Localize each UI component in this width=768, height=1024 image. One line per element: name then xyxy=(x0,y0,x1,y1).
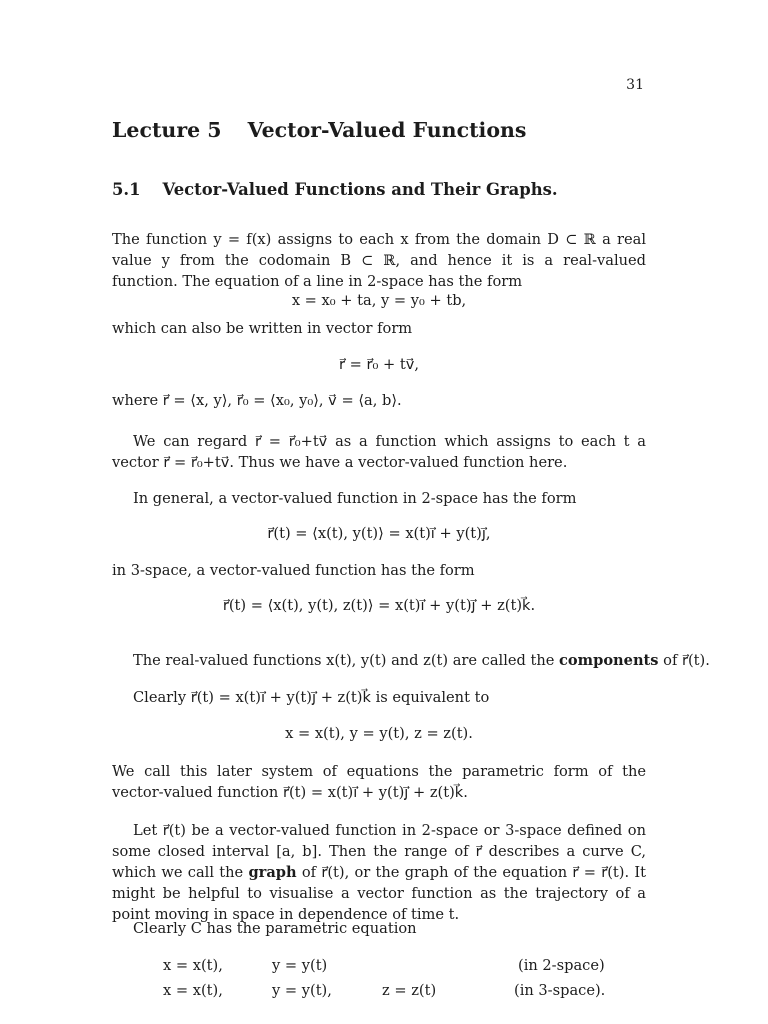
equation-line-parametric: x = x₀ + ta, y = y₀ + tb, xyxy=(291,292,467,309)
paragraph-vector-form-intro: which can also be written in vector form xyxy=(112,320,413,337)
section-number: 5.1 xyxy=(112,180,141,199)
paragraph-where: where r⃗ = ⟨x, y⟩, r⃗₀ = ⟨x₀, y₀⟩, v⃗ = ⟨a, b⟩. xyxy=(112,392,402,409)
section-heading xyxy=(112,180,558,199)
paragraph-equivalent: Clearly r⃗(t) = x(t)i⃗ + y(t)j⃗ + z(t)k⃗ is equivalent to xyxy=(133,689,490,706)
paragraph-3space-intro: in 3-space, a vector-valued function has the form xyxy=(112,562,475,579)
paragraph-general-2space: In general, a vector-valued function in 2-space has the form xyxy=(133,490,577,507)
chapter-heading xyxy=(112,118,526,142)
paragraph-graph-definition xyxy=(112,820,646,925)
table-row-1-x: x = x(t), xyxy=(163,957,223,974)
paragraph-parametric-equation-intro: Clearly C has the parametric equation xyxy=(133,920,417,937)
components-text-after: of r⃗(t). xyxy=(658,652,710,669)
components-term: components xyxy=(559,652,659,669)
paragraph-components xyxy=(133,652,710,669)
components-text-before: The real-valued functions x(t), y(t) and z(t) are called the xyxy=(133,652,560,669)
equation-3space-vector-function: r⃗(t) = ⟨x(t), y(t), z(t)⟩ = x(t)i⃗ + y(t)j⃗ + z(t)k⃗. xyxy=(222,597,536,614)
table-row-2-z: z = z(t) xyxy=(382,982,437,999)
chapter-title: Vector-Valued Functions xyxy=(247,118,527,142)
table-row-1-y: y = y(t) xyxy=(272,957,328,974)
page-number: 31 xyxy=(626,77,644,93)
table-row-2-y: y = y(t), xyxy=(272,982,332,999)
equation-parametric-components: x = x(t), y = y(t), z = z(t). xyxy=(285,725,473,742)
table-row-1-note: (in 2-space) xyxy=(518,957,605,974)
graph-text-after: of r⃗(t), or the graph of the equation r⃗ = r⃗(t). It might be helpful to visualise a vector function as the trajectory of a point moving in space in dependence of time t. xyxy=(112,864,646,923)
table-row-2-note: (in 3-space). xyxy=(514,982,606,999)
paragraph-real-valued-function: The function y = f(x) assigns to each x from the domain D ⊂ ℝ a real value y from the codomain B ⊂ ℝ, and hence it is a real-valued function. The equation of a line in 2-space has the form xyxy=(112,231,646,290)
section-title: Vector-Valued Functions and Their Graphs. xyxy=(162,180,558,199)
paragraph-regard-function: We can regard r⃗ = r⃗₀+tv⃗ as a function which assigns to each t a vector r⃗ = r⃗₀+tv⃗. Thus we have a vector-valued function here. xyxy=(112,433,646,471)
paragraph-parametric-form: We call this later system of equations the parametric form of the vector-valued function r⃗(t) = x(t)i⃗ + y(t)j⃗ + z(t)k⃗. xyxy=(112,763,646,801)
equation-line-vector: r⃗ = r⃗₀ + tv⃗, xyxy=(338,356,419,373)
equation-2space-vector-function: r⃗(t) = ⟨x(t), y(t)⟩ = x(t)i⃗ + y(t)j⃗, xyxy=(267,525,491,542)
graph-term: graph xyxy=(248,864,297,881)
chapter-number: Lecture 5 xyxy=(112,118,222,142)
table-row-2-x: x = x(t), xyxy=(163,982,223,999)
graph-text-before: Let r⃗(t) be a vector-valued function in 2-space or 3-space defined on some closed interval [a, b]. Then the range of r⃗ describes a curve C, which we call the xyxy=(112,822,646,881)
